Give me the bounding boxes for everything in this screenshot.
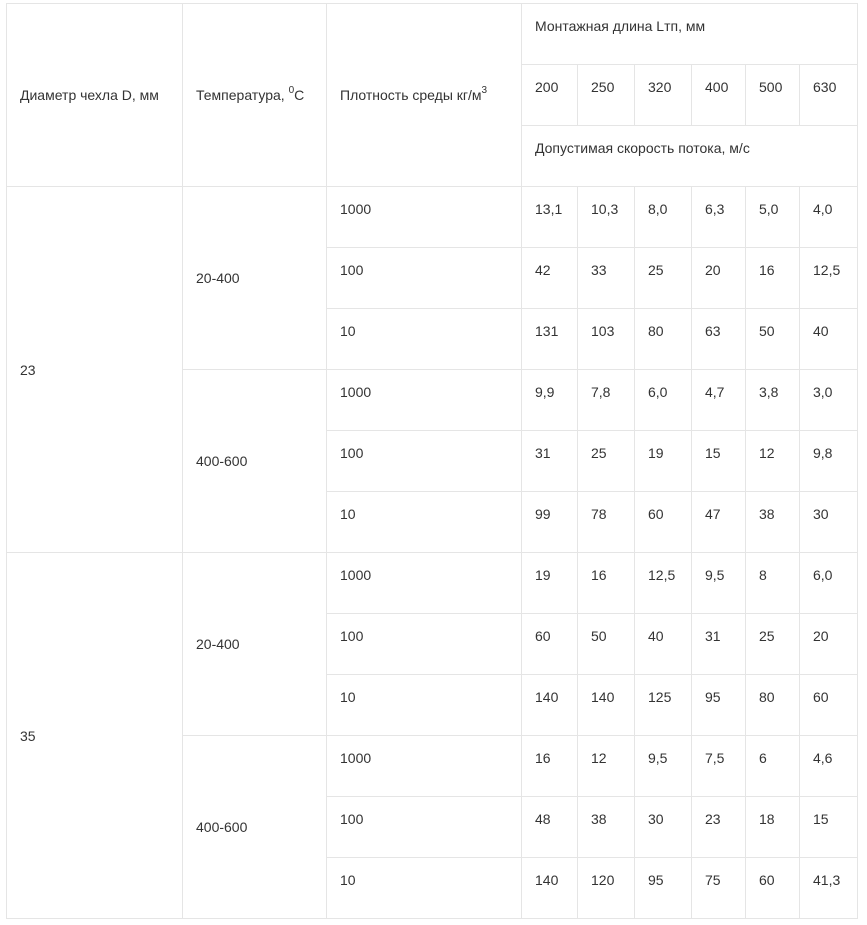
density-cell: 1000 — [327, 736, 522, 797]
table-body — [7, 4, 858, 919]
header-diameter: Диаметр чехла D, мм — [7, 4, 183, 187]
speed-value-cell: 12,5 — [635, 553, 692, 614]
speed-value-cell: 9,5 — [692, 553, 746, 614]
speed-value-cell: 38 — [746, 492, 800, 553]
speed-value-cell: 9,9 — [522, 370, 578, 431]
header-temperature-degree: 0 — [288, 85, 295, 97]
header-length-200: 200 — [522, 65, 578, 126]
temperature-cell: 400-600 — [183, 736, 327, 919]
speed-value-cell: 6 — [746, 736, 800, 797]
header-length-320: 320 — [635, 65, 692, 126]
speed-value-cell: 16 — [522, 736, 578, 797]
speed-value-cell: 6,3 — [692, 187, 746, 248]
speed-value-cell: 12,5 — [800, 248, 858, 309]
header-length-250: 250 — [578, 65, 635, 126]
temperature-cell: 400-600 — [183, 370, 327, 553]
header-speed: Допустимая скорость потока, м/с — [522, 126, 858, 187]
speed-value-cell: 7,5 — [692, 736, 746, 797]
speed-value-cell: 131 — [522, 309, 578, 370]
speed-value-cell: 6,0 — [635, 370, 692, 431]
header-mount-length: Монтажная длина Lтп, мм — [522, 4, 858, 65]
speed-value-cell: 103 — [578, 309, 635, 370]
speed-value-cell: 60 — [522, 614, 578, 675]
speed-value-cell: 140 — [522, 675, 578, 736]
header-temperature-text: Температура, — [196, 87, 289, 103]
speed-value-cell: 120 — [578, 858, 635, 919]
density-cell: 100 — [327, 614, 522, 675]
speed-value-cell: 60 — [635, 492, 692, 553]
speed-value-cell: 19 — [522, 553, 578, 614]
speed-value-cell: 15 — [800, 797, 858, 858]
density-cell: 100 — [327, 431, 522, 492]
speed-value-cell: 60 — [746, 858, 800, 919]
speed-value-cell: 80 — [746, 675, 800, 736]
speed-value-cell: 4,6 — [800, 736, 858, 797]
speed-value-cell: 140 — [578, 675, 635, 736]
diameter-cell: 35 — [7, 553, 183, 919]
density-cell: 10 — [327, 858, 522, 919]
table-row — [7, 553, 858, 614]
header-temperature-unit: C — [294, 87, 305, 103]
speed-value-cell: 42 — [522, 248, 578, 309]
speed-value-cell: 41,3 — [800, 858, 858, 919]
temperature-cell: 20-400 — [183, 187, 327, 370]
header-row-1 — [7, 4, 858, 65]
header-density — [327, 4, 522, 187]
speed-value-cell: 25 — [746, 614, 800, 675]
speed-value-cell: 30 — [635, 797, 692, 858]
speed-value-cell: 4,0 — [800, 187, 858, 248]
header-density-text: Плотность среды кг/м — [340, 87, 482, 103]
speed-value-cell: 12 — [746, 431, 800, 492]
speed-value-cell: 47 — [692, 492, 746, 553]
speed-value-cell: 4,7 — [692, 370, 746, 431]
speed-value-cell: 16 — [746, 248, 800, 309]
speed-value-cell: 15 — [692, 431, 746, 492]
speed-value-cell: 25 — [578, 431, 635, 492]
speed-value-cell: 95 — [692, 675, 746, 736]
density-cell: 1000 — [327, 187, 522, 248]
table-row — [7, 187, 858, 248]
speed-value-cell: 75 — [692, 858, 746, 919]
speed-value-cell: 9,8 — [800, 431, 858, 492]
speed-value-cell: 78 — [578, 492, 635, 553]
speed-value-cell: 140 — [522, 858, 578, 919]
speed-value-cell: 10,3 — [578, 187, 635, 248]
speed-value-cell: 125 — [635, 675, 692, 736]
speed-value-cell: 38 — [578, 797, 635, 858]
speed-value-cell: 33 — [578, 248, 635, 309]
density-cell: 10 — [327, 309, 522, 370]
diameter-cell: 23 — [7, 187, 183, 553]
speed-value-cell: 5,0 — [746, 187, 800, 248]
speed-value-cell: 25 — [635, 248, 692, 309]
temperature-cell: 20-400 — [183, 553, 327, 736]
density-cell: 10 — [327, 675, 522, 736]
speed-value-cell: 20 — [692, 248, 746, 309]
speed-value-cell: 20 — [800, 614, 858, 675]
density-cell: 10 — [327, 492, 522, 553]
speed-value-cell: 19 — [635, 431, 692, 492]
speed-value-cell: 40 — [800, 309, 858, 370]
speed-value-cell: 95 — [635, 858, 692, 919]
speed-value-cell: 3,0 — [800, 370, 858, 431]
speed-value-cell: 6,0 — [800, 553, 858, 614]
density-cell: 1000 — [327, 370, 522, 431]
density-cell: 100 — [327, 797, 522, 858]
density-cell: 100 — [327, 248, 522, 309]
speed-value-cell: 50 — [746, 309, 800, 370]
speed-value-cell: 3,8 — [746, 370, 800, 431]
speed-value-cell: 31 — [692, 614, 746, 675]
density-cell: 1000 — [327, 553, 522, 614]
flow-speed-table — [6, 3, 858, 919]
speed-value-cell: 8,0 — [635, 187, 692, 248]
header-length-400: 400 — [692, 65, 746, 126]
speed-value-cell: 16 — [578, 553, 635, 614]
speed-value-cell: 7,8 — [578, 370, 635, 431]
header-temperature — [183, 4, 327, 187]
speed-value-cell: 13,1 — [522, 187, 578, 248]
header-density-exponent: 3 — [481, 85, 488, 97]
speed-value-cell: 23 — [692, 797, 746, 858]
speed-value-cell: 31 — [522, 431, 578, 492]
speed-value-cell: 12 — [578, 736, 635, 797]
header-length-630: 630 — [800, 65, 858, 126]
speed-value-cell: 60 — [800, 675, 858, 736]
speed-value-cell: 30 — [800, 492, 858, 553]
header-length-500: 500 — [746, 65, 800, 126]
speed-value-cell: 40 — [635, 614, 692, 675]
speed-value-cell: 80 — [635, 309, 692, 370]
speed-value-cell: 48 — [522, 797, 578, 858]
speed-value-cell: 63 — [692, 309, 746, 370]
speed-value-cell: 8 — [746, 553, 800, 614]
speed-value-cell: 50 — [578, 614, 635, 675]
speed-value-cell: 18 — [746, 797, 800, 858]
speed-value-cell: 9,5 — [635, 736, 692, 797]
speed-value-cell: 99 — [522, 492, 578, 553]
